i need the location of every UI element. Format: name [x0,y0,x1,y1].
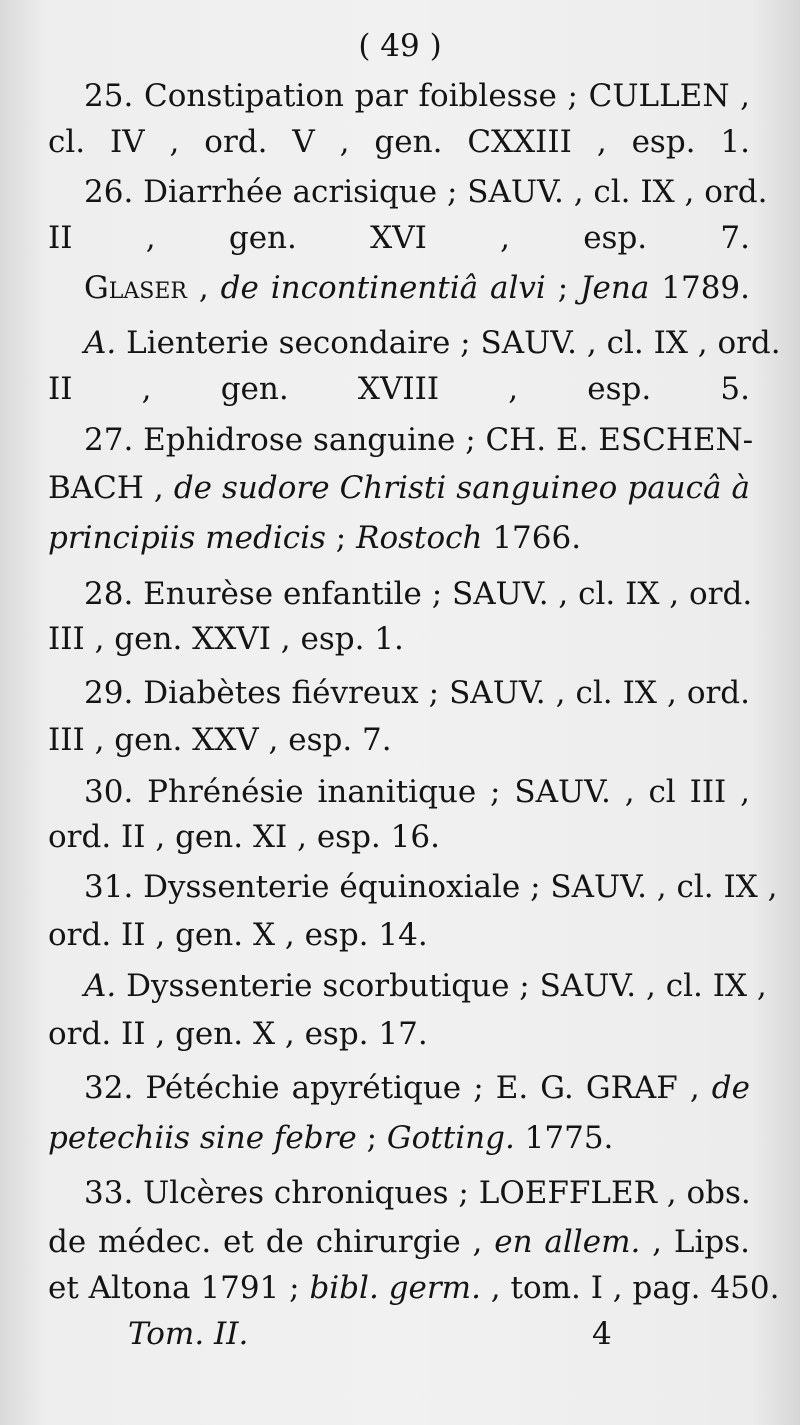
entry-line: 28. Enurèse enfantile ; SAUV. , cl. IX , ord. [84,576,753,612]
entry-line: petechiis sine febre ; Gotting. 1775. [48,1120,614,1156]
entry-line: ord. II , gen. XI , esp. 16. [48,819,440,855]
signature-mark: 4 [592,1316,612,1352]
entry-line: 30. Phrénésie inanitique ; SAUV. , cl III , [84,774,750,810]
entry-line: 25. Constipation par foiblesse ; CULLEN , [84,78,750,114]
entry-line: Glaser , de incontinentiâ alvi ; Jena 1789. [84,270,750,306]
entry-line: III , gen. XXV , esp. 7. [48,722,392,758]
entry-line: 27. Ephidrose sanguine ; CH. E. ESCHEN- [84,422,754,458]
entry-line: A. Dyssenterie scorbutique ; SAUV. , cl. IX , [84,968,767,1004]
entry-line: II , gen. XVI , esp. 7. [48,220,750,256]
entry-line: ord. II , gen. X , esp. 17. [48,1016,428,1052]
entry-line: BACH , de sudore Christi sanguineo paucâ à [48,470,750,506]
volume-footer: Tom. II. [128,1316,249,1352]
entry-line: 32. Pétéchie apyrétique ; E. G. GRAF , de [84,1070,750,1106]
entry-line: principiis medicis ; Rostoch 1766. [48,520,582,556]
entry-line: 31. Dyssenterie équinoxiale ; SAUV. , cl. IX , [84,869,778,905]
page-number: ( 49 ) [358,28,442,64]
entry-line: II , gen. XVIII , esp. 5. [48,371,750,407]
entry-line: de médec. et de chirurgie , en allem. , Lips. [48,1224,750,1260]
entry-line: 29. Diabètes fiévreux ; SAUV. , cl. IX , ord. [84,675,750,711]
entry-line: 33. Ulcères chroniques ; LOEFFLER , obs. [84,1175,751,1211]
entry-line: ord. II , gen. X , esp. 14. [48,917,428,953]
entry-line: A. Lienterie secondaire ; SAUV. , cl. IX , ord. [84,325,781,361]
entry-line: 26. Diarrhée acrisique ; SAUV. , cl. IX , ord. [84,174,768,210]
entry-line: III , gen. XXVI , esp. 1. [48,621,404,657]
entry-line: cl. IV , ord. V , gen. CXXIII , esp. 1. [48,124,750,160]
entry-line: et Altona 1791 ; bibl. germ. , tom. I , pag. 450. [48,1270,780,1306]
